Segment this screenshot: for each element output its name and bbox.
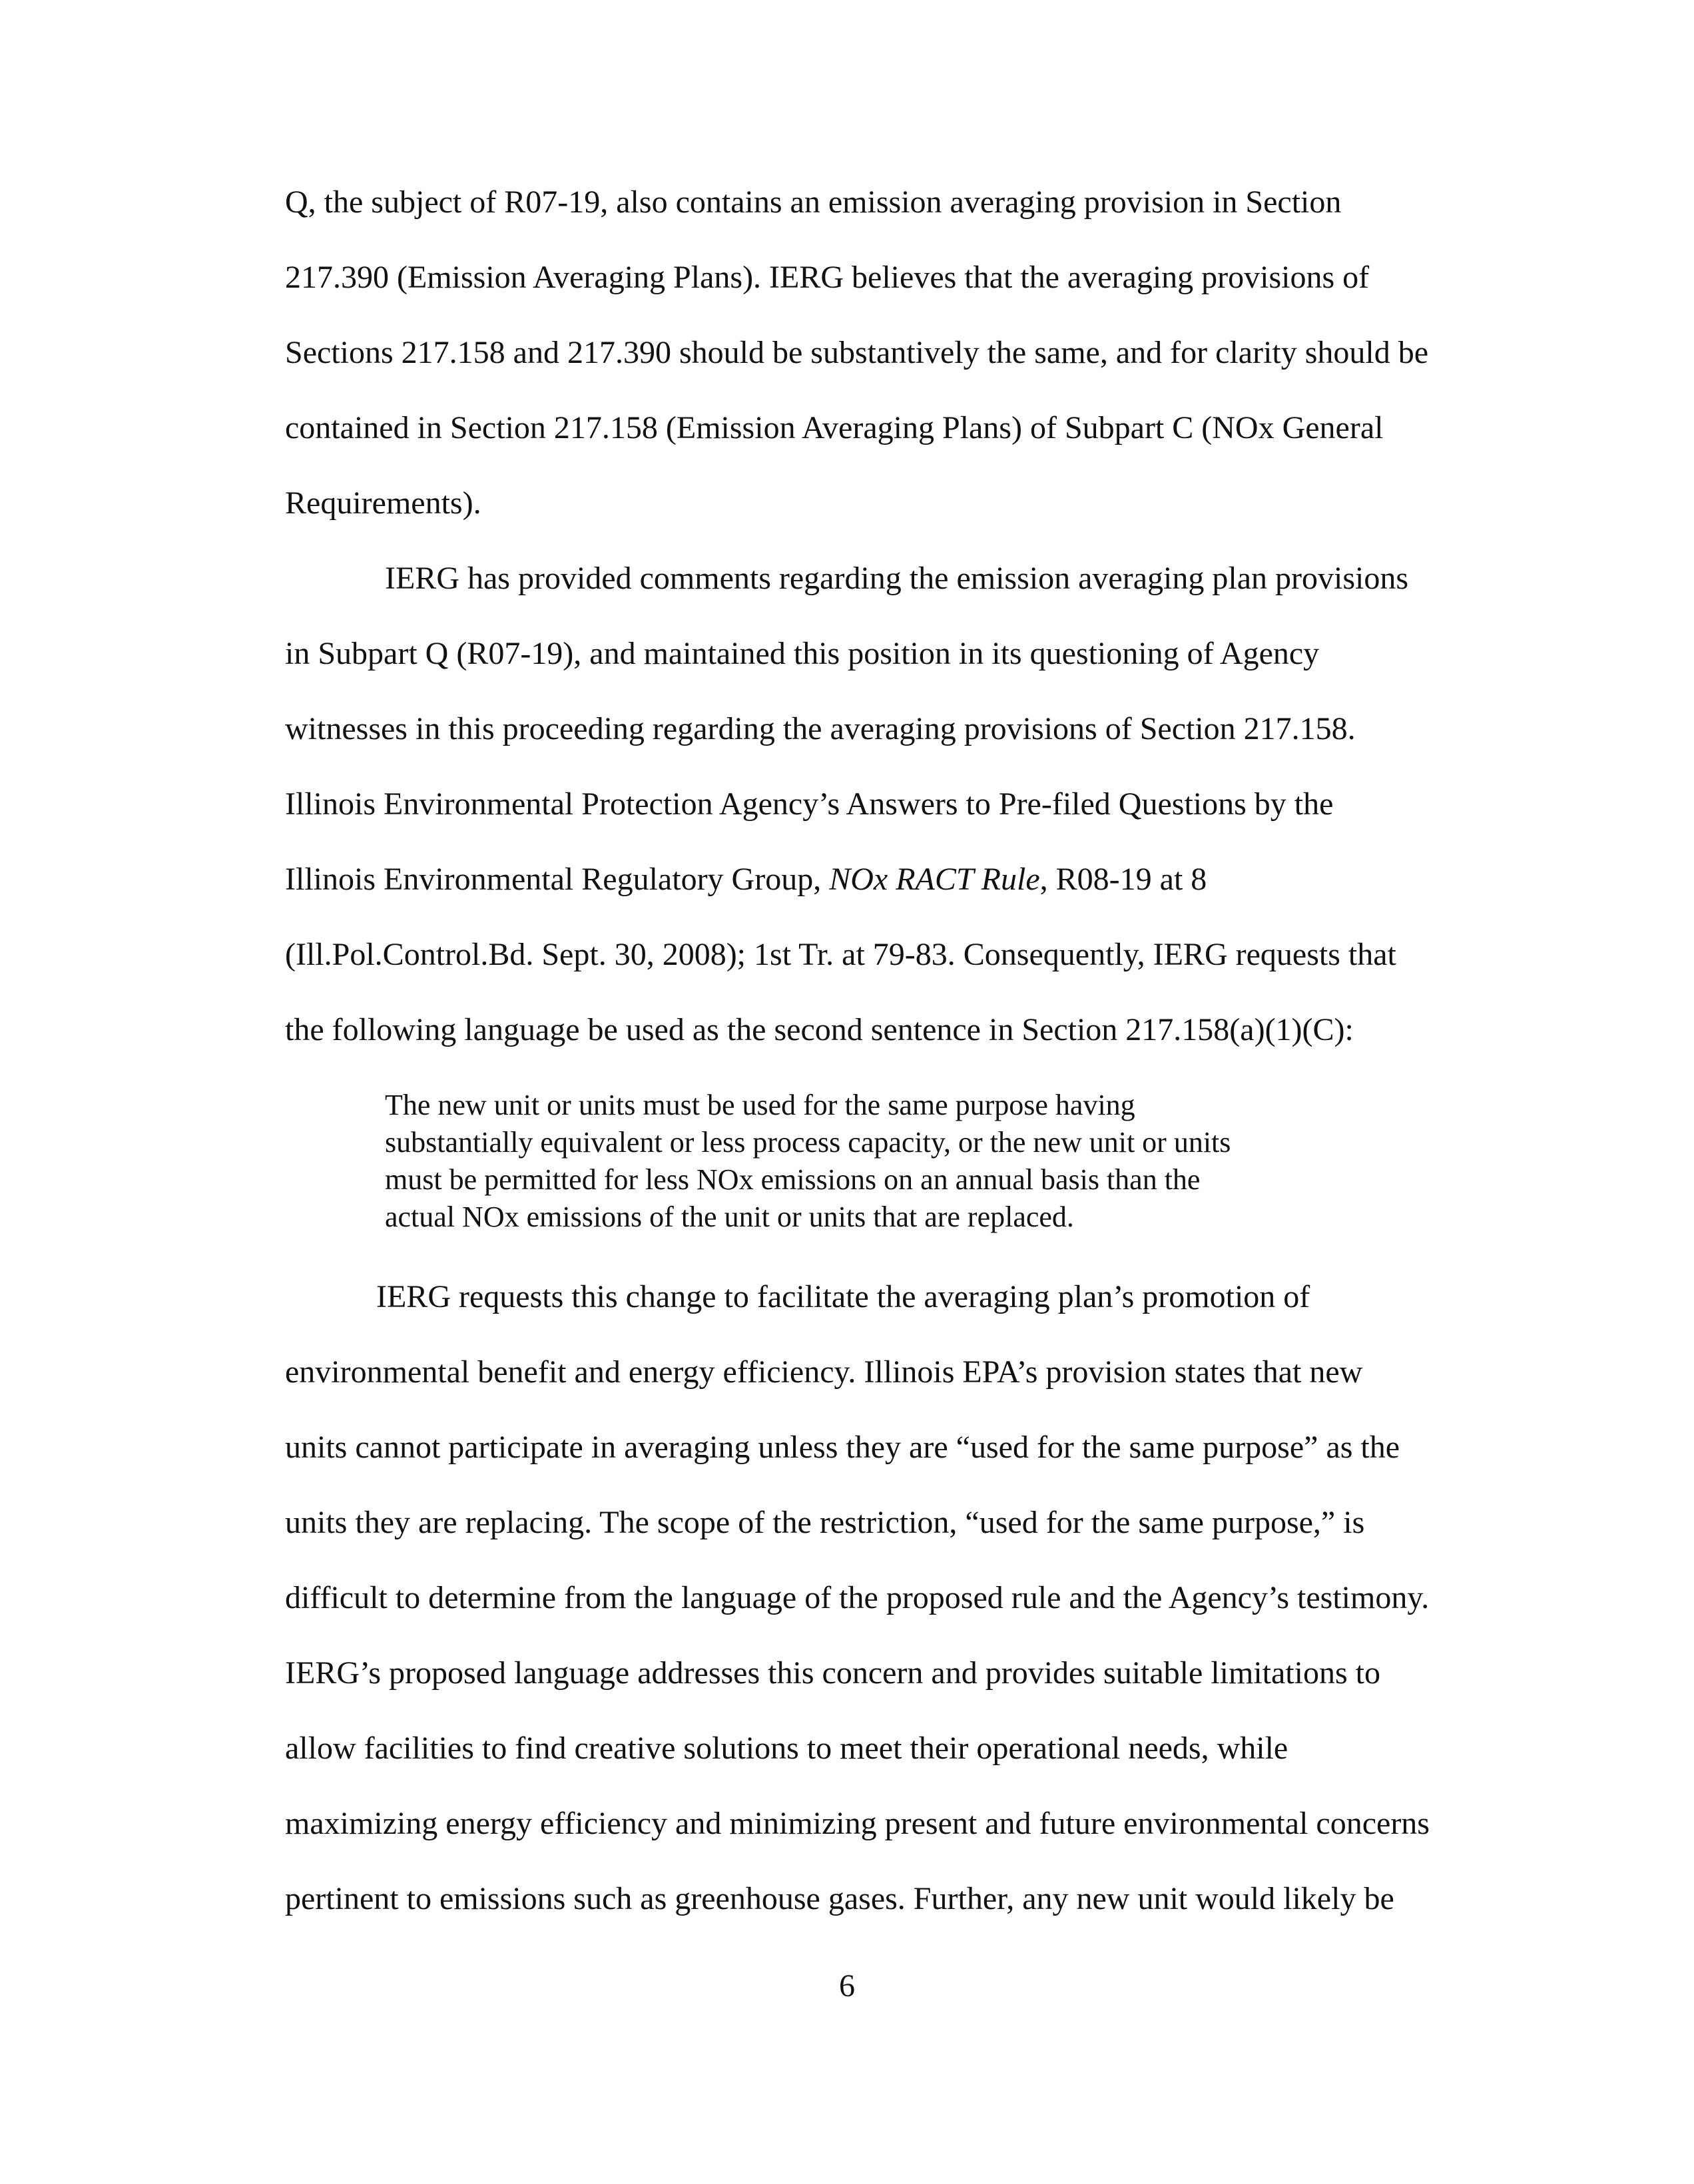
- paragraph-line: the following language be used as the second sentence in Section 217.158(a)(1)(C):: [285, 1012, 1354, 1047]
- paragraph-line: in Subpart Q (R07-19), and maintained this position in its questioning of Agency: [285, 636, 1320, 671]
- paragraph-line: allow facilities to find creative solutions to meet their operational needs, while: [285, 1731, 1288, 1766]
- quote-line: The new unit or units must be used for the same purpose having: [385, 1089, 1135, 1121]
- paragraph-line: units cannot participate in averaging unless they are “used for the same purpose” as the: [285, 1430, 1400, 1465]
- paragraph-line: witnesses in this proceeding regarding the averaging provisions of Section 217.158.: [285, 711, 1356, 746]
- paragraph-line: pertinent to emissions such as greenhouse gases. Further, any new unit would likely be: [285, 1881, 1394, 1916]
- quote-line: actual NOx emissions of the unit or units that are replaced.: [385, 1201, 1074, 1233]
- paragraph-line: IERG’s proposed language addresses this concern and provides suitable limitations to: [285, 1655, 1380, 1691]
- case-title: NOx RACT Rule: [829, 862, 1040, 897]
- paragraph-line: difficult to determine from the language of the proposed rule and the Agency’s testimony.: [285, 1580, 1430, 1615]
- page-number: 6: [839, 1968, 855, 2004]
- citation-text: Illinois Environmental Regulatory Group,: [285, 862, 830, 897]
- paragraph-line: IERG has provided comments regarding the emission averaging plan provisions: [385, 561, 1409, 596]
- citation-text: , R08-19 at 8: [1039, 862, 1207, 897]
- paragraph-line: Requirements).: [285, 485, 481, 521]
- paragraph-line: Q, the subject of R07-19, also contains an emission averaging provision in Section: [285, 184, 1342, 220]
- paragraph-line: Illinois Environmental Protection Agency’s Answers to Pre-filed Questions by the: [285, 786, 1334, 822]
- paragraph-line: Sections 217.158 and 217.390 should be substantively the same, and for clarity should be: [285, 335, 1429, 370]
- paragraph-line: units they are replacing. The scope of the restriction, “used for the same purpose,” is: [285, 1505, 1365, 1540]
- paragraph-line-with-citation: [285, 860, 1207, 900]
- quote-line: must be permitted for less NOx emissions on an annual basis than the: [385, 1163, 1201, 1196]
- paragraph-line: 217.390 (Emission Averaging Plans). IERG believes that the averaging provisions of: [285, 260, 1370, 295]
- paragraph-line: IERG requests this change to facilitate the averaging plan’s promotion of: [376, 1279, 1310, 1314]
- quote-line: substantially equivalent or less process capacity, or the new unit or units: [385, 1126, 1231, 1159]
- paragraph-line: environmental benefit and energy efficiency. Illinois EPA’s provision states that new: [285, 1354, 1363, 1390]
- paragraph-line: contained in Section 217.158 (Emission Averaging Plans) of Subpart C (NOx General: [285, 410, 1384, 445]
- paragraph-line: maximizing energy efficiency and minimizing present and future environmental concerns: [285, 1806, 1430, 1841]
- paragraph-line: (Ill.Pol.Control.Bd. Sept. 30, 2008); 1st Tr. at 79-83. Consequently, IERG requests that: [285, 937, 1396, 972]
